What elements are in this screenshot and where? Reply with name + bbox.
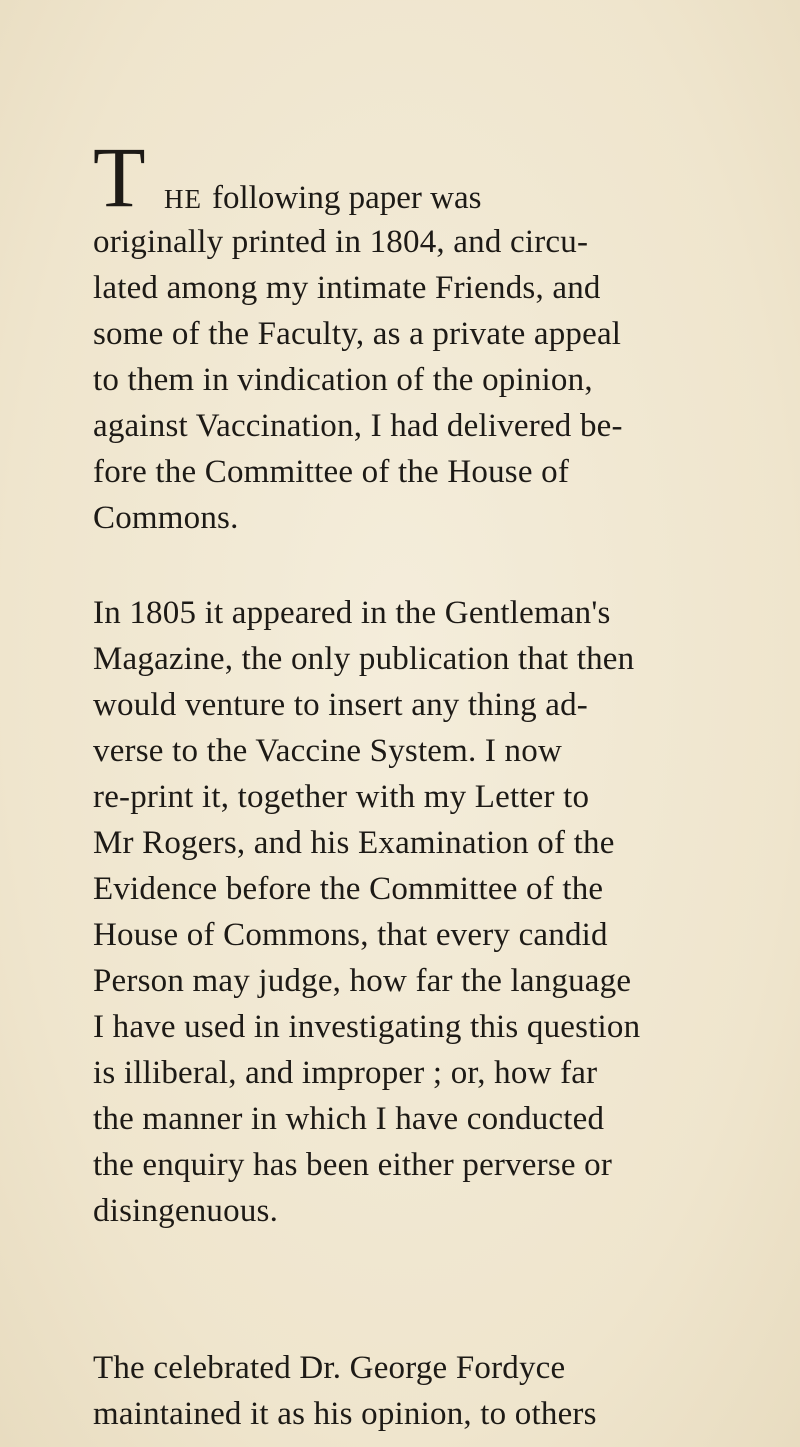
text-line: In 1805 it appeared in the Gentleman's — [93, 595, 611, 631]
text-line: is illiberal, and improper ; or, how far — [93, 1055, 598, 1091]
text-line: fore the Committee of the House of — [93, 454, 570, 490]
text-line: re-print it, together with my Letter to — [93, 779, 590, 815]
text-line: the enquiry has been either perverse or — [93, 1147, 613, 1183]
text-line: Mr Rogers, and his Examination of the — [93, 825, 615, 861]
text-line: the manner in which I have conducted — [93, 1101, 605, 1137]
text-line: Commons. — [93, 500, 239, 536]
drop-cap: T — [93, 129, 146, 225]
paragraph-1 — [93, 219, 733, 541]
text-line: to them in vindication of the opinion, — [93, 362, 593, 398]
text-line: House of Commons, that every candid — [93, 917, 608, 953]
text-line: I have used in investigating this question — [93, 1009, 641, 1045]
paragraph-2 — [93, 590, 733, 1234]
text-line: disingenuous. — [93, 1193, 279, 1229]
text-line: some of the Faculty, as a private appeal — [93, 316, 622, 352]
text-line: Magazine, the only publication that then — [93, 641, 635, 677]
paragraph-3 — [93, 1345, 733, 1437]
text-line: The celebrated Dr. George Fordyce — [93, 1350, 566, 1386]
text-line: against Vaccination, I had delivered be- — [93, 408, 623, 444]
text-line: Person may judge, how far the language — [93, 963, 632, 999]
opening-line-rest: following paper was — [212, 180, 482, 216]
text-line: would venture to insert any thing ad- — [93, 687, 588, 723]
text-line: maintained it as his opinion, to others — [93, 1396, 597, 1432]
text-line: lated among my intimate Friends, and — [93, 270, 601, 306]
text-line: originally printed in 1804, and circu- — [93, 224, 589, 260]
text-line: verse to the Vaccine System. I now — [93, 733, 562, 769]
small-caps-word: HE — [164, 184, 202, 214]
text-line: Evidence before the Committee of the — [93, 871, 604, 907]
opening-line-text — [164, 178, 481, 219]
